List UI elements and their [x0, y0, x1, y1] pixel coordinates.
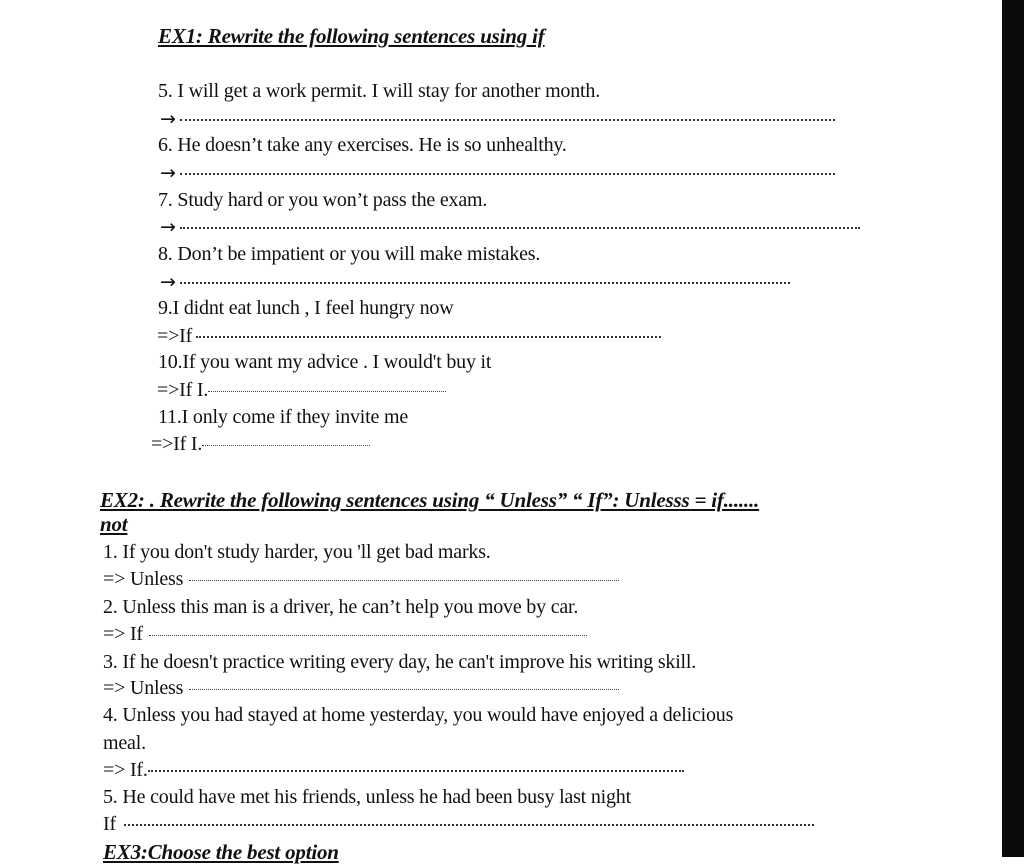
ex3-heading: EX3:Choose the best option — [103, 840, 339, 864]
answer-prefix: If — [103, 813, 116, 835]
answer-blank[interactable] — [180, 173, 835, 175]
ex1-sentence-8: 8. Don’t be impatient or you will make mistakes. — [158, 243, 541, 265]
ex1-sentence-9: 9.I didnt eat lunch , I feel hungry now — [158, 297, 454, 319]
arrow-icon: → — [160, 108, 176, 130]
ex1-answer-9[interactable] — [157, 324, 661, 348]
ex2-sentence-1: 1. If you don't study harder, you 'll get bad marks. — [103, 541, 491, 563]
answer-prefix: =>If I. — [157, 379, 209, 401]
ex2-answer-5[interactable] — [103, 812, 814, 836]
answer-blank[interactable] — [148, 770, 684, 772]
answer-blank[interactable] — [196, 336, 661, 338]
ex1-sentence-6: 6. He doesn’t take any exercises. He is so unhealthy. — [158, 134, 567, 156]
ex2-sentence-3: 3. If he doesn't practice writing every day, he can't improve his writing skill. — [103, 651, 697, 673]
answer-prefix: => If. — [103, 759, 148, 781]
ex2-heading: EX2: . Rewrite the following sentences using “ Unless” “ If”: Unlesss = if....... — [100, 488, 760, 512]
page-edge — [1002, 0, 1024, 857]
ex1-heading: EX1: Rewrite the following sentences using if — [158, 24, 545, 48]
answer-prefix: => Unless — [103, 568, 184, 590]
ex1-answer-5[interactable] — [160, 107, 835, 131]
answer-prefix: =>If — [157, 325, 193, 347]
ex2-heading-cont: not — [100, 512, 128, 536]
answer-blank[interactable] — [149, 635, 587, 636]
ex2-sentence-4: 4. Unless you had stayed at home yesterday, you would have enjoyed a delicious — [103, 704, 734, 726]
ex2-answer-4[interactable] — [103, 758, 684, 782]
answer-prefix: =>If I. — [151, 433, 203, 455]
ex2-answer-2[interactable] — [103, 622, 587, 646]
ex2-answer-1[interactable] — [103, 567, 619, 591]
ex1-answer-8[interactable] — [160, 270, 790, 294]
ex1-sentence-10: 10.If you want my advice . I would't buy it — [158, 351, 492, 373]
ex1-answer-11[interactable] — [151, 432, 370, 456]
ex2-sentence-4-cont: meal. — [103, 732, 146, 754]
answer-blank[interactable] — [189, 580, 619, 581]
answer-blank[interactable] — [189, 689, 619, 690]
arrow-icon: → — [160, 162, 176, 184]
answer-blank[interactable] — [202, 445, 370, 446]
ex2-sentence-5: 5. He could have met his friends, unless he had been busy last night — [103, 786, 631, 808]
ex1-sentence-11: 11.I only come if they invite me — [158, 406, 409, 428]
answer-blank[interactable] — [180, 227, 860, 229]
ex1-sentence-5: 5. I will get a work permit. I will stay for another month. — [158, 80, 600, 102]
answer-blank[interactable] — [180, 119, 835, 121]
ex1-sentence-7: 7. Study hard or you won’t pass the exam. — [158, 189, 488, 211]
arrow-icon: → — [160, 216, 176, 238]
answer-blank[interactable] — [208, 391, 446, 392]
answer-blank[interactable] — [180, 282, 790, 284]
answer-blank[interactable] — [124, 824, 814, 826]
ex1-answer-6[interactable] — [160, 161, 835, 185]
ex1-answer-10[interactable] — [157, 378, 446, 402]
ex1-answer-7[interactable] — [160, 215, 860, 239]
arrow-icon: → — [160, 271, 176, 293]
answer-prefix: => Unless — [103, 677, 184, 699]
answer-prefix: => If — [103, 623, 143, 645]
ex2-answer-3[interactable] — [103, 676, 619, 700]
ex2-sentence-2: 2. Unless this man is a driver, he can’t help you move by car. — [103, 596, 579, 618]
